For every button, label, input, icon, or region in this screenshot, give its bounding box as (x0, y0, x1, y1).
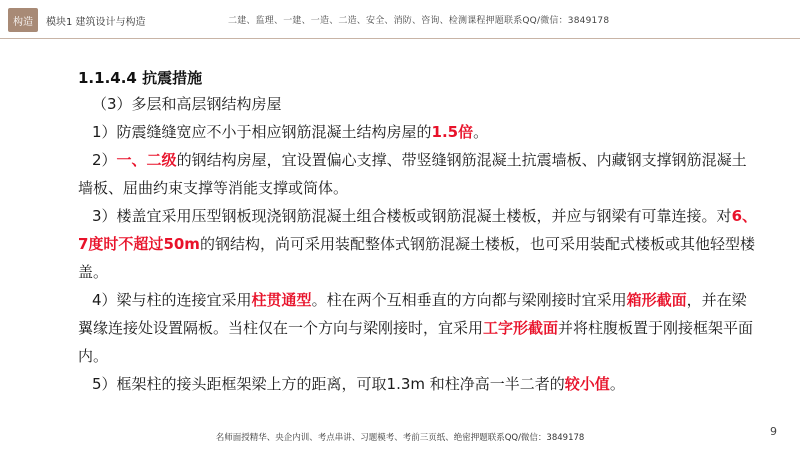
p1-text-end: 。 (473, 123, 489, 141)
p5-text-end: 。 (609, 375, 625, 393)
paragraph-5 (78, 370, 758, 398)
paragraph-3 (78, 202, 758, 286)
p3-text-end: 的钢结构，尚可采用装配整体式钢筋混凝土楼板，也可采用装配式楼板或其他轻型楼盖。 (78, 235, 755, 281)
subtitle-paragraph (78, 90, 758, 118)
p5-text: 5）框架柱的接头距框架梁上方的距离，可取1.3m 和柱净高一半二者的 (92, 375, 565, 393)
p5-highlight: 较小值 (564, 375, 610, 393)
p3-text: 3）楼盖宜采用压型钢板现浇钢筋混凝土组合楼板或钢筋混凝土楼板，并应与钢梁有可靠连接。对 (92, 207, 732, 225)
p4-text: 4）梁与柱的连接宜采用 (92, 291, 252, 309)
p4-text-end: 并将柱腹板置于刚接框架平面内。 (78, 319, 754, 365)
header-banner: 二建、监理、一建、一造、二造、安全、消防、咨询、检测课程押题联系QQ/微信：3849178 (228, 16, 610, 26)
p2-text-end: 的钢结构房屋，宜设置偏心支撑、带竖缝钢筋混凝土抗震墙板、内藏钢支撑钢筋混凝土墙板、屈曲约束支撑等消能支撑或筒体。 (78, 151, 747, 197)
header-bar (0, 0, 800, 36)
p4-highlight-3: 工字形截面 (483, 319, 559, 337)
p3-highlight: 6、7度时不超过50m (78, 207, 757, 253)
p1-text: 1）防震缝缝宽应不小于相应钢筋混凝土结构房屋的 (92, 123, 432, 141)
p1-highlight: 1.5倍 (431, 123, 474, 141)
p2-text: 2） (92, 151, 117, 169)
page-number: 9 (770, 425, 777, 438)
logo-badge (8, 8, 38, 32)
footer-banner: 名师面授精华、央企内训、考点串讲、习题模考、考前三页纸、绝密押题联系QQ/微信：3849178 (215, 433, 585, 443)
p4-text-2: 。柱在两个互相垂直的方向都与梁刚接时宜采用 (311, 291, 627, 309)
p4-text-3: ，并在梁翼缘连接处设置隔板。当柱仅在一个方向与梁刚接时，宜采用 (78, 291, 747, 337)
header-divider (0, 38, 800, 39)
logo-text: 构造 (13, 16, 33, 28)
section-title: 1.1.4.4 抗震措施 (78, 69, 203, 87)
p4-highlight-2: 箱形截面 (626, 291, 687, 309)
paragraph-2 (78, 146, 758, 202)
subtitle-text: （3）多层和高层钢结构房屋 (92, 95, 282, 113)
module-title: 模块1 建筑设计与构造 (46, 17, 146, 28)
paragraph-4 (78, 286, 758, 370)
p4-highlight-1: 柱贯通型 (251, 291, 312, 309)
paragraph-1 (78, 118, 758, 146)
p2-highlight: 一、二级 (116, 151, 177, 169)
